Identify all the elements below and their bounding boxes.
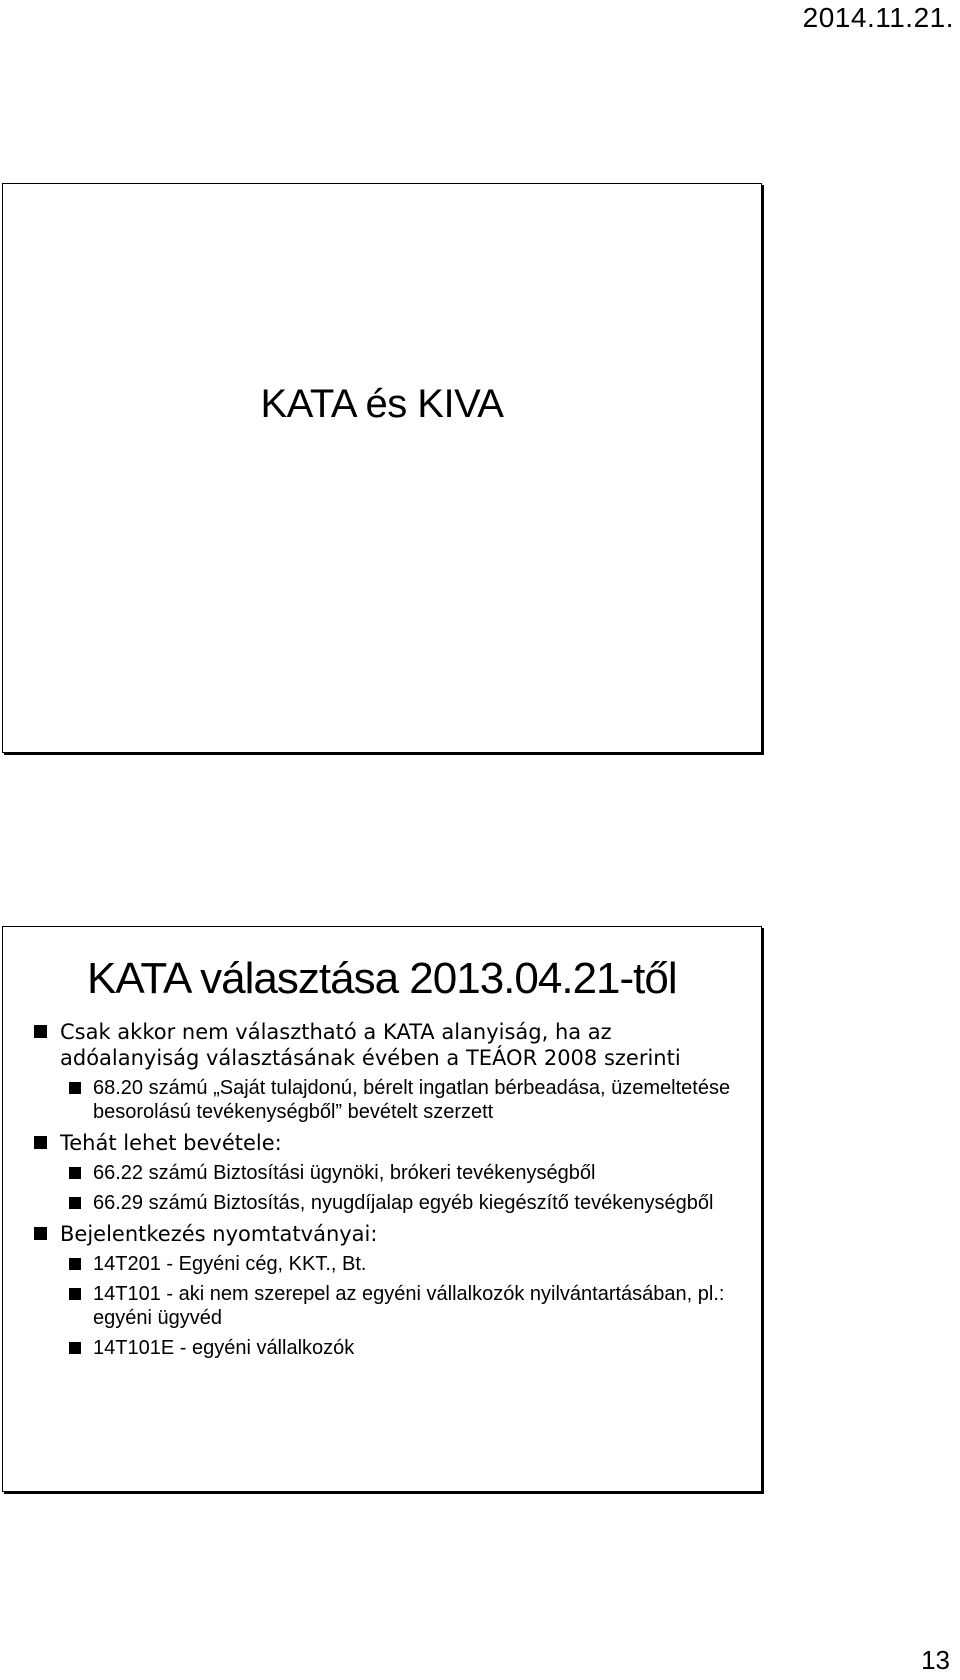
sub-bullet-item: 14T201 - Egyéni cég, KKT., Bt. [31, 1252, 741, 1276]
sub-bullet-item: 14T101 - aki nem szerepel az egyéni vállalkozók nyilvántartásában, pl.: egyéni ügyvéd [31, 1282, 741, 1330]
bullet-item: Tehát lehet bevétele: [31, 1130, 741, 1156]
page-date: 2014.11.21. [802, 2, 954, 33]
slide-title: KATA és KIVA [260, 382, 504, 426]
sub-bullet-item: 66.29 számú Biztosítás, nyugdíjalap egyéb kiegészítő tevékenységből [31, 1191, 741, 1215]
slide-title-card [2, 183, 762, 753]
sub-bullet-item: 14T101E - egyéni vállalkozók [31, 1336, 741, 1360]
page-number: 13 [921, 1645, 950, 1675]
bullet-item: Bejelentkezés nyomtatványai: [31, 1221, 741, 1247]
bullet-list [31, 1019, 741, 1366]
bullet-item: Csak akkor nem választható a KATA alanyiság, ha az adóalanyiság választásának évében a TEÁOR 2008 szerinti [31, 1019, 741, 1071]
slide-heading: KATA választása 2013.04.21-től [87, 954, 677, 1003]
slide-content-card [2, 926, 762, 1492]
sub-bullet-item: 66.22 számú Biztosítási ügynöki, brókeri tevékenységből [31, 1161, 741, 1185]
sub-bullet-item: 68.20 számú „Saját tulajdonú, bérelt ingatlan bérbeadása, üzemeltetése besorolású tevékenységből” bevételt szerzett [31, 1076, 741, 1124]
